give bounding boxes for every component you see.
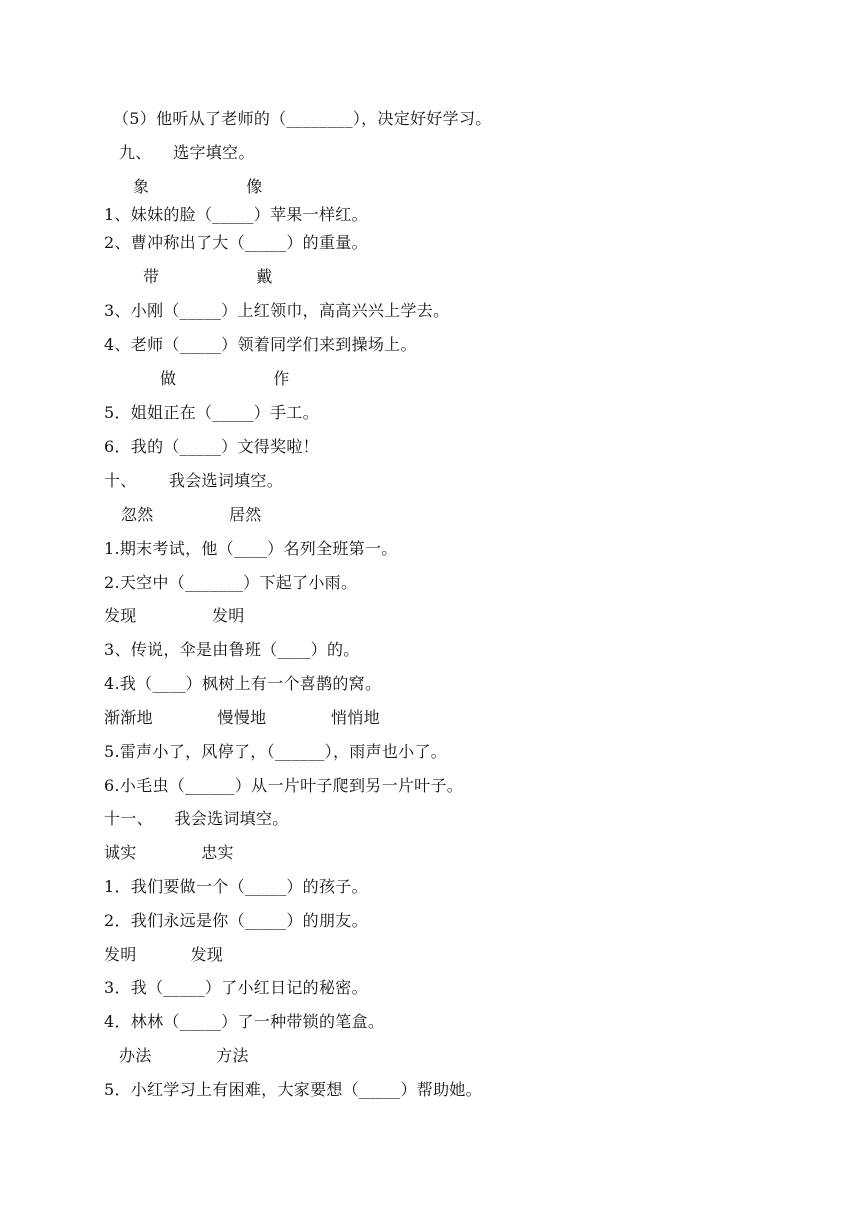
question-5-line: （5）他听从了老师的（________），决定好好学习。 xyxy=(113,109,492,128)
fill-blank-item: 1．我们要做一个（_____）的孩子。 xyxy=(104,877,368,896)
fill-blank-item: 2．我们永远是你（_____）的朋友。 xyxy=(104,911,368,930)
fill-blank-item: 1.期末考试，他（____）名列全班第一。 xyxy=(104,539,398,558)
fill-blank-item: 4、老师（_____）领着同学们来到操场上。 xyxy=(104,335,417,354)
section-10-heading: 十、 我会选词填空。 xyxy=(104,471,284,490)
word-choice-options: 诚实 忠实 xyxy=(104,843,234,862)
word-choice-options: 发明 发现 xyxy=(104,945,224,964)
section-9-heading: 九、 选字填空。 xyxy=(119,143,255,162)
word-choice-options: 办法 方法 xyxy=(119,1046,249,1065)
fill-blank-item: 2、曹冲称出了大（_____）的重量。 xyxy=(104,233,368,252)
fill-blank-item: 3、小刚（_____）上红领巾，高高兴兴上学去。 xyxy=(104,301,450,320)
fill-blank-item: 3、传说，伞是由鲁班（____）的。 xyxy=(104,640,360,659)
section-11-heading: 十一、 我会选词填空。 xyxy=(104,809,289,828)
word-choice-options: 象 像 xyxy=(133,177,263,196)
word-choice-options: 带 戴 xyxy=(143,267,273,286)
fill-blank-item: 5.雷声小了，风停了，（______），雨声也小了。 xyxy=(104,742,448,761)
fill-blank-item: 3．我（_____）了小红日记的秘密。 xyxy=(104,978,368,997)
fill-blank-item: 2.天空中（_______）下起了小雨。 xyxy=(104,573,358,592)
word-choice-options: 发现 发明 xyxy=(104,606,245,625)
fill-blank-item: 5．姐姐正在（_____）手工。 xyxy=(104,403,319,422)
fill-blank-item: 1、妹妹的脸（_____）苹果一样红。 xyxy=(104,205,368,224)
word-choice-options: 做 作 xyxy=(160,369,290,388)
fill-blank-item: 6．我的（_____）文得奖啦！ xyxy=(104,437,319,456)
fill-blank-item: 5．小红学习上有困难，大家要想（_____）帮助她。 xyxy=(104,1080,482,1099)
fill-blank-item: 4．林林（_____）了一种带锁的笔盒。 xyxy=(104,1012,385,1031)
word-choice-options: 渐渐地 慢慢地 悄悄地 xyxy=(104,708,380,727)
fill-blank-item: 6.小毛虫（______）从一片叶子爬到另一片叶子。 xyxy=(104,776,464,795)
fill-blank-item: 4.我（____）枫树上有一个喜鹊的窝。 xyxy=(104,674,382,693)
word-choice-options: 忽然 居然 xyxy=(121,505,262,524)
